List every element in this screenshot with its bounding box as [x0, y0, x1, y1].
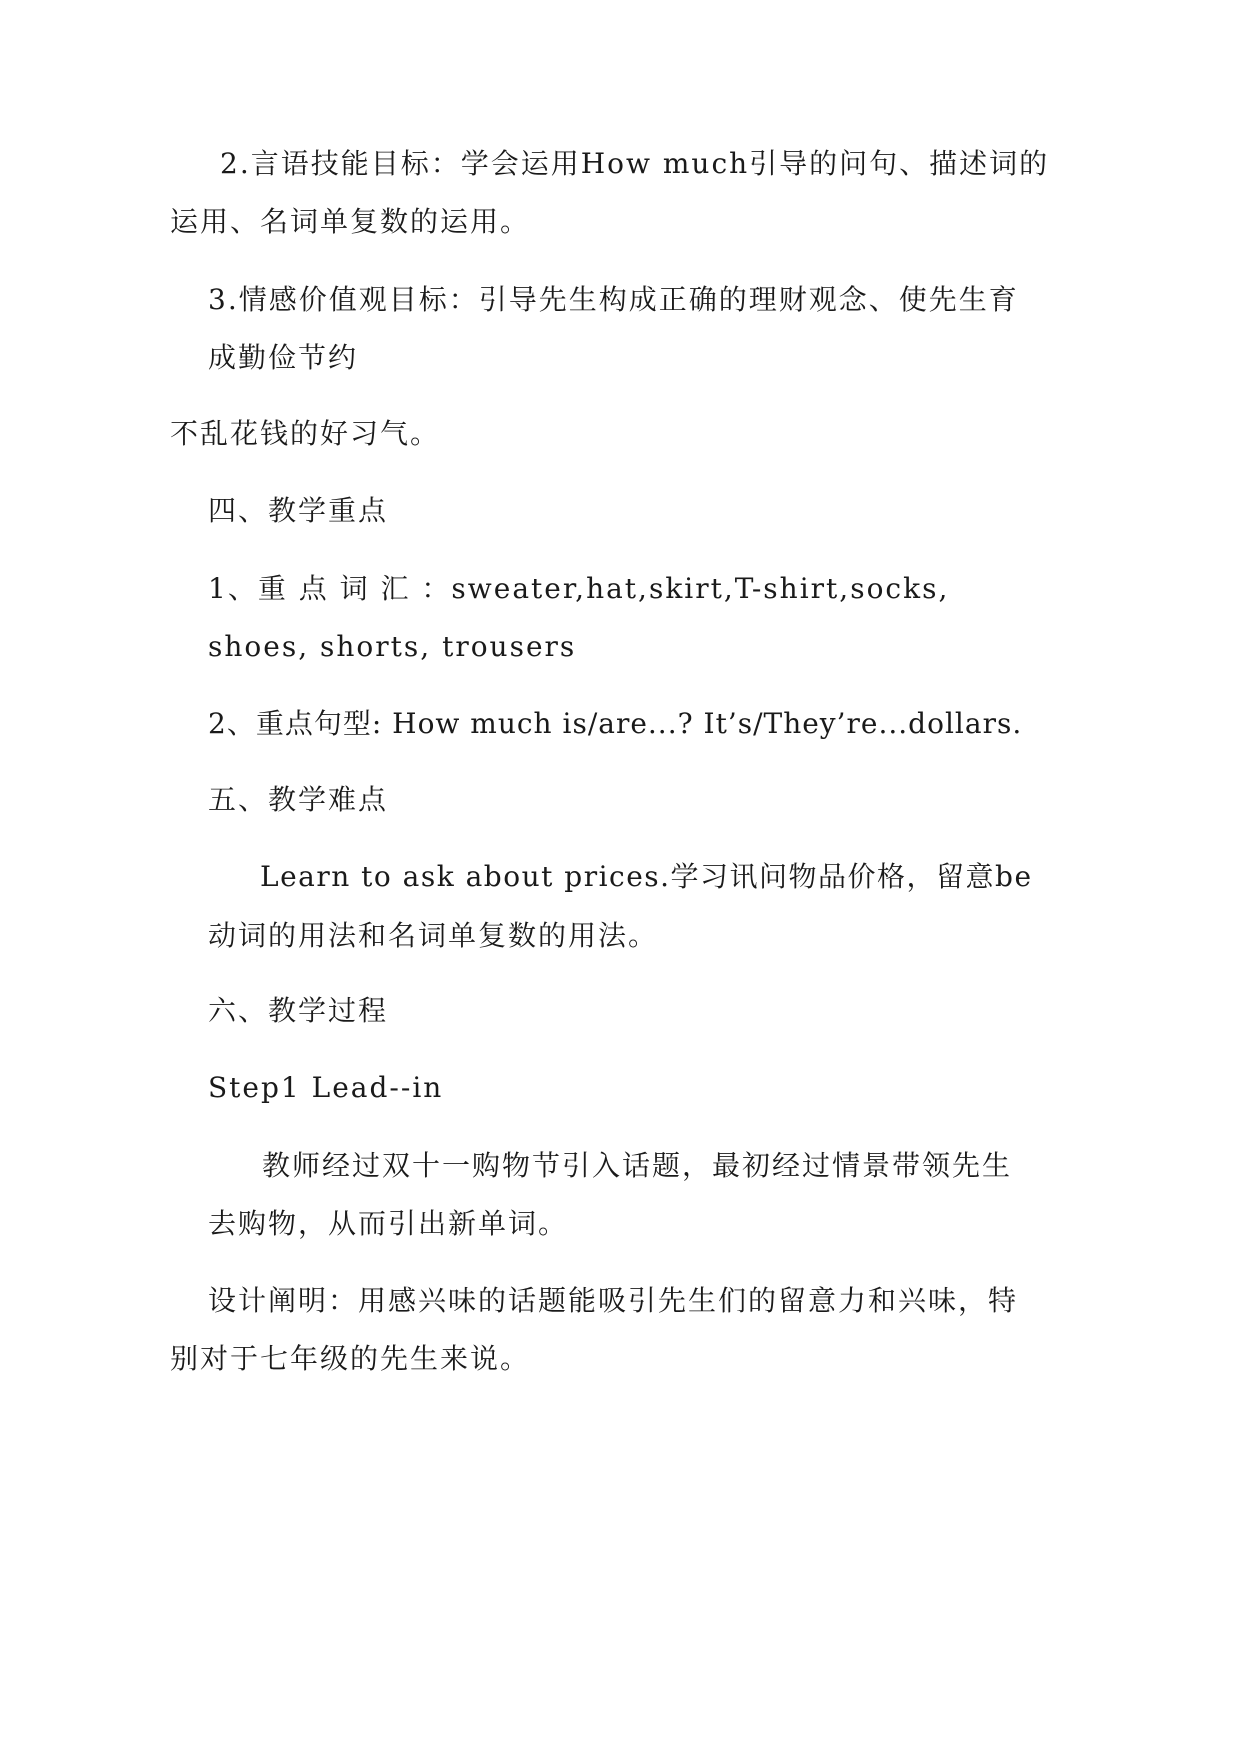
goal2-line2: 运用、名词单复数的运用。: [170, 205, 531, 238]
design-line2: 别对于七年级的先生来说。: [170, 1342, 531, 1375]
vocab-line: [208, 569, 950, 609]
goal3-line2: 成勤俭节约: [208, 341, 359, 374]
section4-heading: 四、教学重点: [208, 494, 389, 527]
vocab-word: hat,: [586, 572, 649, 605]
section6-heading: 六、教学过程: [208, 994, 389, 1027]
section5-line1: Learn to ask about prices.学习讯问物品价格，留意be: [260, 860, 1033, 893]
vocab-word: sweater,: [451, 572, 587, 605]
vocab-word: socks,: [850, 572, 950, 605]
vocab-word: skirt,: [648, 572, 735, 605]
step1-line1: 教师经过双十一购物节引入话题，最初经过情景带领先生: [262, 1149, 1013, 1182]
design-line1: 设计阐明：用感兴味的话题能吸引先生们的留意力和兴味，特: [208, 1284, 1019, 1317]
step1-line2: 去购物，从而引出新单词。: [208, 1207, 569, 1240]
goal3-line3: 不乱花钱的好习气。: [170, 417, 441, 450]
section5-heading: 五、教学难点: [208, 783, 389, 816]
section5-line2: 动词的用法和名词单复数的用法。: [208, 919, 659, 952]
vocab-word: T-shirt,: [734, 572, 851, 605]
vocab-label: 1、重 点 词 汇 ：: [208, 572, 452, 605]
goal3-line1: 3.情感价值观目标：引导先生构成正确的理财观念、使先生育: [208, 283, 1019, 316]
goal2-line1: 2.言语技能目标：学会运用How much引导的问句、描述词的: [220, 147, 1050, 180]
vocab-line2: shoes, shorts, trousers: [208, 630, 577, 663]
key-sentence: 2、重点句型: How much is/are...? It’s/They’re...dollars.: [208, 707, 1023, 740]
step1-heading: Step1 Lead--in: [208, 1071, 444, 1104]
